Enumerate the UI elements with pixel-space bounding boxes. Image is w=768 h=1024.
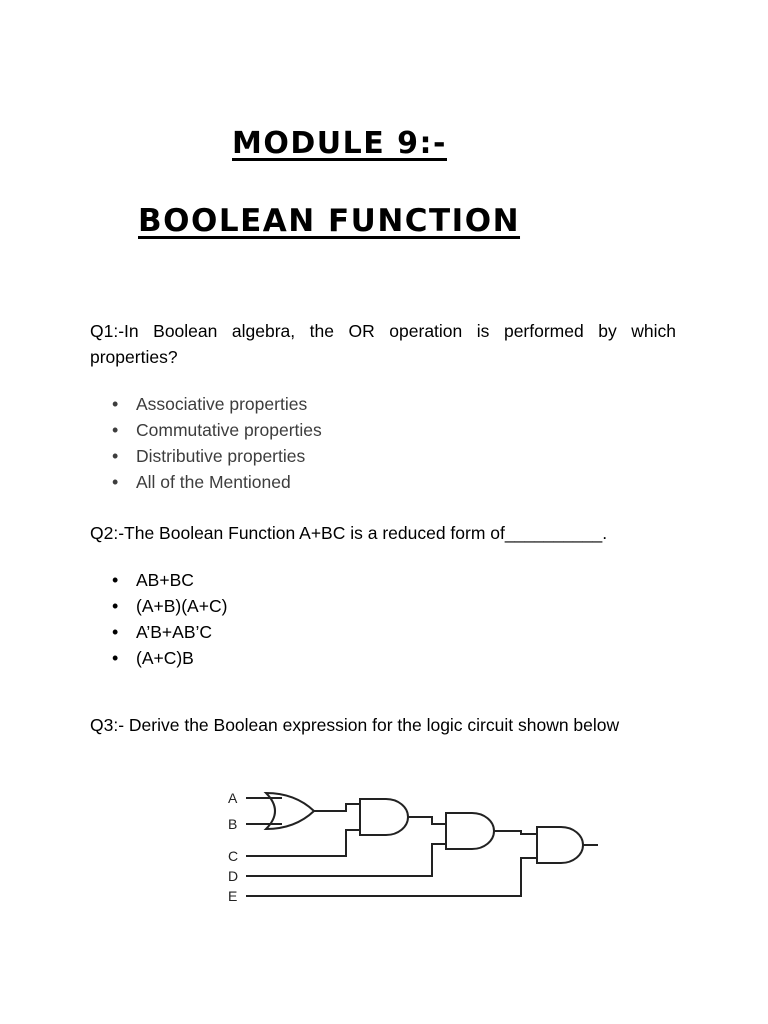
question-1-option: • Distributive properties [90,443,322,469]
question-2-option: • (A+C)B [90,645,227,671]
input-label-c: C [228,848,239,864]
question-1-option: • All of the Mentioned [90,469,322,495]
wire-and2-out [494,831,537,834]
wire-c [246,830,360,856]
question-2-text: Q2:-The Boolean Function A+BC is a reduced form of__________. [90,523,608,543]
question-1-option: • Associative properties [90,391,322,417]
input-label-a: A [228,790,238,806]
question-1-text: Q1:-In Boolean algebra, the OR operation is performed by which properties? [90,321,676,367]
question-2-option: • A’B+AB’C [90,619,227,645]
module-title: MODULE 9:- [232,126,447,161]
question-3-text: Q3:- Derive the Boolean expression for the logic circuit shown below [90,715,620,735]
input-label-e: E [228,888,238,904]
wire-or-out [314,804,360,811]
input-label-d: D [228,868,239,884]
and-gate [360,799,408,835]
question-2-option: • AB+BC [90,567,227,593]
wire-and1-out [408,817,446,824]
input-label-b: B [228,816,238,832]
question-1-option: • Commutative properties [90,417,322,443]
and-gate [537,827,583,863]
and-gate [446,813,494,849]
question-2-option: • (A+B)(A+C) [90,593,227,619]
module-subtitle: BOOLEAN FUNCTION [138,203,521,239]
